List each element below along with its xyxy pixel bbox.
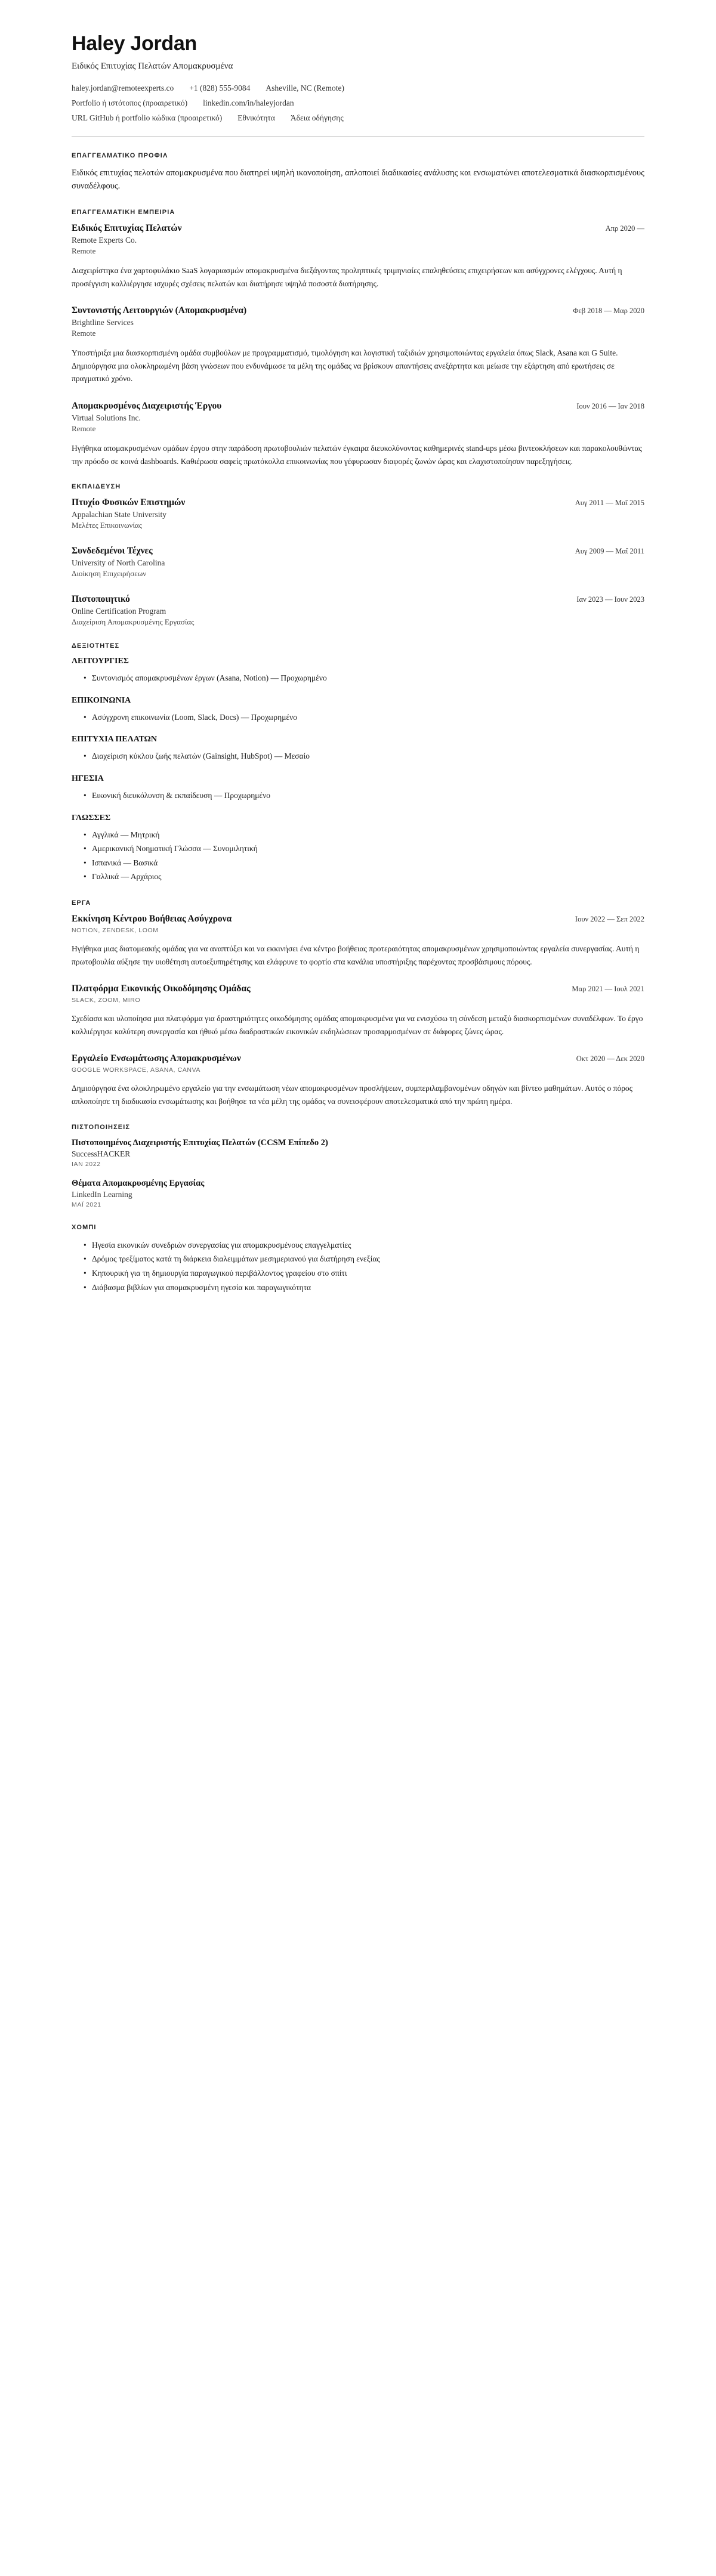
education-dates: Αυγ 2009 — Μαΐ 2011 [575, 547, 644, 556]
project-tools: GOOGLE WORKSPACE, ASANA, CANVA [72, 1066, 200, 1074]
experience-location: Remote [72, 246, 96, 255]
contact-driving-license: Άδεια οδήγησης [290, 113, 344, 122]
certification-date: ΜΑΪ 2021 [72, 1201, 101, 1208]
list-item: • Συντονισμός απομακρυσμένων έργων (Asana, Notion) — Προχωρημένο [84, 671, 644, 685]
project-description: Δημιούργησα ένα ολοκληρωμένο εργαλείο για την ενσωμάτωση νέων απομακρυσμένων προσλήψεων, συμπεριλαμβανομένων οδηγών και βίντεο μαθημάτων. Αυτός ο πόρος απλοποίησε τη διαδικασία ενσωμάτωσης και βοήθησε τα νέα μέλη της ομάδας να συνεισφέρουν αποτελεσματικά από την πρώτη ημέρα. [72, 1084, 633, 1106]
contact-row-1 [72, 84, 644, 93]
headline: Ειδικός Επιτυχίας Πελατών Απομακρυσμένα [72, 61, 233, 71]
skill-group-name: ΗΓΕΣΙΑ [72, 774, 104, 783]
certification-date: ΙΑΝ 2022 [72, 1160, 101, 1168]
contact-linkedin[interactable]: linkedin.com/in/haleyjordan [203, 98, 294, 107]
experience-entry-head [72, 223, 644, 234]
project-entry-head [72, 914, 644, 924]
project-name: Πλατφόρμα Εικονικής Οικοδόμησης Ομάδας [72, 984, 251, 994]
project-tools: NOTION, ZENDESK, LOOM [72, 927, 159, 935]
list-item: • Διάβασμα βιβλίων για απομακρυσμένη ηγεσία και παραγωγικότητα [84, 1281, 644, 1295]
education-dates: Αυγ 2011 — Μαΐ 2015 [575, 499, 644, 508]
education-entry [72, 594, 644, 627]
section-certifications [72, 1124, 644, 1208]
section-title-experience: ΕΠΑΓΓΕΛΜΑΤΙΚΗ ΕΜΠΕΙΡΙΑ [72, 208, 175, 216]
experience-location: Remote [72, 423, 96, 433]
certification-entry [72, 1138, 644, 1168]
project-dates: Μαρ 2021 — Ιουλ 2021 [572, 985, 644, 994]
skill-group [72, 657, 644, 685]
hobby-list [72, 1238, 644, 1295]
skill-group [72, 696, 644, 725]
section-title-certifications: ΠΙΣΤΟΠΟΙΗΣΕΙΣ [72, 1123, 131, 1131]
experience-dates: Ιουν 2016 — Ιαν 2018 [576, 401, 644, 410]
project-description: Ηγήθηκα μιας διατομεακής ομάδας για να αναπτύξει και να εκκινήσει ένα κέντρο βοήθειας προτεραιότητας απομακρυσμένων χρησιμοποιώντας εργαλεία συνεργασίας. Αυτή η πρωτοβουλία αύξησε την υιοθέτηση αυτοεξυπηρέτησης και ελάφρυνε το φορτίο στα κανάλια υποστήριξης παρέχοντας προσβάσιμους πόρους. [72, 944, 640, 966]
experience-entry-head [72, 401, 644, 412]
experience-role: Απομακρυσμένος Διαχειριστής Έργου [72, 400, 222, 411]
section-title-summary: ΕΠΑΓΓΕΛΜΑΤΙΚΟ ΠΡΟΦΙΛ [72, 152, 168, 159]
skill-group-name: ΛΕΙΤΟΥΡΓΙΕΣ [72, 657, 129, 666]
list-item: • Ασύγχρονη επικοινωνία (Loom, Slack, Docs) — Προχωρημένο [84, 710, 644, 725]
language-list [72, 828, 644, 885]
section-title-hobbies: ΧΟΜΠΙ [72, 1223, 97, 1231]
skill-list [72, 671, 644, 685]
experience-company: Brightline Services [72, 318, 134, 327]
experience-dates: Φεβ 2018 — Μαρ 2020 [573, 307, 644, 316]
project-description: Σχεδίασα και υλοποίησα μια πλατφόρμα για δραστηριότητες οικοδόμησης ομάδας απομακρυσμένα για να ενισχύσω τη σύνδεση μεταξύ διασκορπισμένων συναδέλφων. Το έργο καλλιέργησε καλύτερη συνεργασία και ήθικό μέσω διαδραστικών εικονικών εκδηλώσεων προσαρμοσμένων σε διάφορες ζώνες ώρας. [72, 1014, 643, 1036]
project-dates: Οκτ 2020 — Δεκ 2020 [576, 1054, 644, 1063]
experience-location: Remote [72, 329, 96, 338]
header-divider [72, 136, 644, 137]
project-entry-head [72, 984, 644, 994]
skill-group-name: ΕΠΙΤΥΧΙΑ ΠΕΛΑΤΩΝ [72, 735, 157, 744]
education-field: Διαχείριση Απομακρυσμένης Εργασίας [72, 617, 195, 627]
experience-role: Συντονιστής Λειτουργιών (Απομακρυσμένα) [72, 305, 247, 316]
experience-entry [72, 401, 644, 468]
skill-group [72, 735, 644, 763]
list-item: • Αγγλικά — Μητρική [84, 828, 644, 842]
experience-entry [72, 305, 644, 385]
list-item: • Κηπουρική για τη δημιουργία παραγωγικού περιβάλλοντος γραφείου στο σπίτι [84, 1266, 644, 1281]
section-experience [72, 209, 644, 468]
experience-entry [72, 223, 644, 290]
list-item: • Γαλλικά — Αρχάριος [84, 870, 644, 884]
contact-email[interactable]: haley.jordan@remoteexperts.co [72, 84, 174, 92]
experience-dates: Απρ 2020 — [605, 224, 644, 233]
skill-list [72, 710, 644, 725]
section-hobbies [72, 1224, 644, 1295]
education-entry [72, 546, 644, 579]
education-degree: Πιστοποιητικό [72, 594, 130, 605]
project-entry [72, 914, 644, 968]
education-field: Μελέτες Επικοινωνίας [72, 521, 142, 530]
certification-entry [72, 1179, 644, 1208]
section-summary [72, 152, 644, 193]
project-entry [72, 984, 644, 1038]
contact-nationality: Εθνικότητα [237, 113, 275, 122]
experience-description: Διαχειρίστηκα ένα χαρτοφυλάκιο SaaS λογαριασμών απομακρυσμένα διεξάγοντας προληπτικές τριμηνιαίες επαληθεύσεις επιχειρήσεων και ασύγχρονες ελέγχους. Αυτή η προσέγγιση καλλιέργησε ισχυρές σχέσεις πελατών και διατήρησε υψηλά ποσοστά διατήρησης. [72, 265, 622, 288]
certification-name: Θέματα Απομακρυσμένης Εργασίας [72, 1178, 205, 1188]
skill-list [72, 788, 644, 803]
education-school: University of North Carolina [72, 558, 165, 568]
experience-company: Remote Experts Co. [72, 235, 137, 245]
certification-issuer: LinkedIn Learning [72, 1189, 132, 1199]
project-name: Εργαλείο Ενσωμάτωσης Απομακρυσμένων [72, 1053, 241, 1064]
section-title-education: ΕΚΠΑΙΔΕΥΣΗ [72, 483, 121, 491]
summary-text: Ειδικός επιτυχίας πελατών απομακρυσμένα που διατηρεί υψηλή ικανοποίηση, απλοποιεί διαδικασίες ανάλυσης και ενσωματώνει αποτελεσματικά διασκορπισμένους συναδέλφους. [72, 168, 644, 191]
skill-group-name: ΓΛΩΣΣΕΣ [72, 813, 111, 822]
education-entry-head [72, 594, 644, 605]
list-item: • Ηγεσία εικονικών συνεδριών συνεργασίας για απομακρυσμένους επαγγελματίες [84, 1238, 644, 1253]
certification-issuer: SuccessHACKER [72, 1149, 131, 1158]
contact-row-2 [72, 98, 644, 108]
list-item: • Διαχείριση κύκλου ζωής πελατών (Gainsight, HubSpot) — Μεσαίο [84, 749, 644, 763]
list-item: • Ισπανικά — Βασικά [84, 856, 644, 870]
section-title-skills: ΔΕΞΙΟΤΗΤΕΣ [72, 642, 120, 650]
education-school: Appalachian State University [72, 510, 166, 519]
education-degree: Πτυχίο Φυσικών Επιστημών [72, 497, 186, 508]
education-entry-head [72, 497, 644, 508]
experience-description: Υποστήριξα μια διασκορπισμένη ομάδα συμβούλων με προγραμματισμό, τιμολόγηση και λογιστική ταξιδιών χρησιμοποιώντας εργαλεία όπως Slack, Asana και G Suite. Δημιούργησα μια ολοκληρωμένη βάση γνώσεων που ενδυνάμωσε τα μέλη της ομάδας να βρίσκουν απαντήσεις ανεξάρτητα και μείωσε την εξάρτηση από ερωτήσεις σε πραγματικό χρόνο. [72, 348, 618, 384]
education-degree: Συνδεδεμένοι Τέχνες [72, 546, 153, 556]
experience-role: Ειδικός Επιτυχίας Πελατών [72, 222, 182, 233]
contact-row-3 [72, 113, 644, 123]
contact-location: Asheville, NC (Remote) [266, 84, 344, 92]
skill-group-name: ΕΠΙΚΟΙΝΩΝΙΑ [72, 695, 131, 705]
project-name: Εκκίνηση Κέντρου Βοήθειας Ασύγχρονα [72, 914, 232, 924]
project-entry [72, 1053, 644, 1108]
list-item: • Αμερικανική Νοηματική Γλώσσα — Συνομιλητική [84, 842, 644, 856]
education-entry-head [72, 546, 644, 556]
section-projects [72, 899, 644, 1108]
experience-entry-head [72, 305, 644, 316]
certification-name: Πιστοποιημένος Διαχειριστής Επιτυχίας Πελατών (CCSM Επίπεδο 2) [72, 1137, 328, 1148]
section-skills [72, 642, 644, 884]
section-education [72, 483, 644, 627]
page-title: Haley Jordan [72, 32, 197, 55]
list-item: • Εικονική διευκόλυνση & εκπαίδευση — Προχωρημένο [84, 788, 644, 803]
project-entry-head [72, 1053, 644, 1064]
list-item: • Δρόμος τρεξίματος κατά τη διάρκεια διαλειμμάτων μεσημεριανού για διατήρηση ενεξίας [84, 1252, 644, 1266]
education-field: Διοίκηση Επιχειρήσεων [72, 569, 147, 579]
education-dates: Ιαν 2023 — Ιουν 2023 [576, 595, 644, 604]
education-school: Online Certification Program [72, 607, 166, 616]
contact-phone: +1 (828) 555-9084 [189, 84, 251, 92]
project-dates: Ιουν 2022 — Σεπ 2022 [575, 915, 644, 924]
contact-github[interactable]: URL GitHub ή portfolio κώδικα (προαιρετικό) [72, 113, 223, 122]
experience-description: Ηγήθηκα απομακρυσμένων ομάδων έργου στην παράδοση πρωτοβουλιών πελατών έγκαιρα διευκολύνοντας καθημερινές stand-ups μέσω βιντεοκλήσεων και παρακολουθώντας την πρόοδο σε κοινά dashboards. Καθιέρωσα σαφείς πρωτόκολλα επικοινωνίας που γέφυρωσαν διαφορές ζωνών ώρας και ελαχιστοποίησαν παρεξηγήσεις. [72, 443, 642, 466]
skill-group-languages [72, 814, 644, 885]
education-entry [72, 497, 644, 530]
project-tools: SLACK, ZOOM, MIRO [72, 997, 141, 1004]
skill-list [72, 749, 644, 763]
skill-group [72, 774, 644, 803]
section-title-projects: ΕΡΓΑ [72, 899, 91, 907]
experience-company: Virtual Solutions Inc. [72, 413, 141, 422]
contact-portfolio[interactable]: Portfolio ή ιστότοπος (προαιρετικό) [72, 98, 188, 107]
